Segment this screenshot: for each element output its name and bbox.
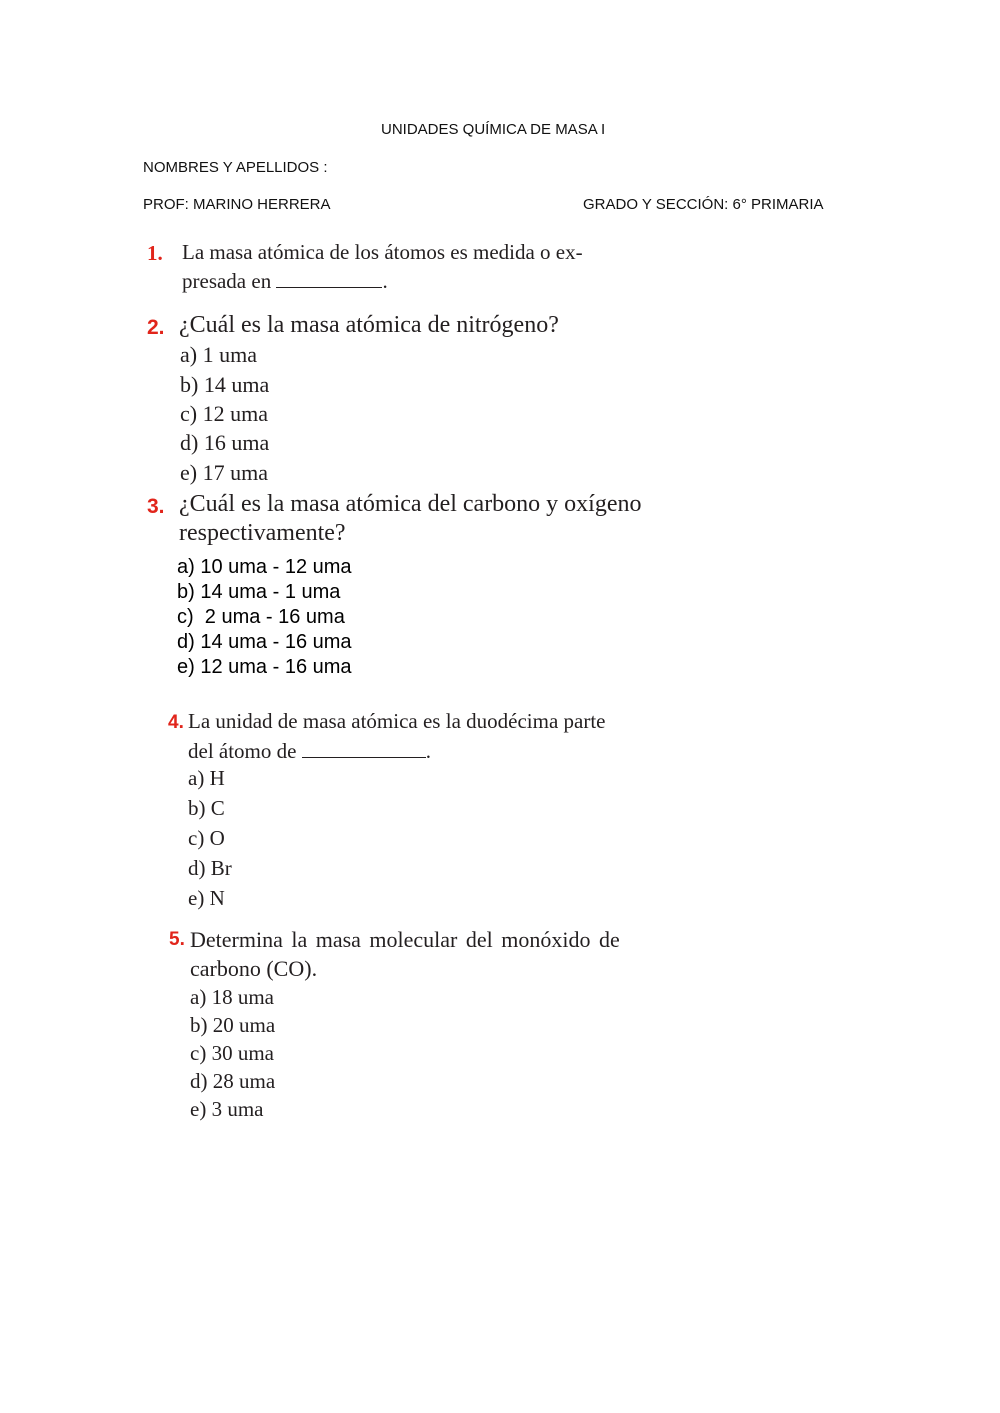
option-a[interactable]: a) 18 uma	[190, 985, 274, 1009]
option-e[interactable]: e) N	[188, 886, 225, 910]
option-d[interactable]: d) 28 uma	[190, 1069, 276, 1093]
option-e[interactable]: e) 3 uma	[190, 1097, 264, 1121]
question-text-cont: carbono (CO).	[190, 956, 318, 981]
option-a[interactable]: a) 1 uma	[180, 342, 257, 367]
question-text: presada en	[182, 269, 272, 293]
option-e[interactable]: e) 17 uma	[180, 460, 268, 485]
question-number: 5.	[169, 929, 185, 950]
grade-section-label: GRADO Y SECCIÓN: 6° PRIMARIA	[583, 196, 824, 213]
option-c[interactable]: c) 2 uma - 16 uma	[177, 606, 345, 628]
option-b[interactable]: b) 14 uma - 1 uma	[177, 581, 341, 603]
option-c[interactable]: c) O	[188, 826, 225, 850]
answer-blank[interactable]	[276, 266, 382, 288]
question-text-cont	[188, 736, 431, 764]
option-b[interactable]: b) 14 uma	[180, 372, 270, 397]
answer-blank[interactable]	[302, 736, 426, 758]
option-a[interactable]: a) H	[188, 766, 225, 790]
teacher-label: PROF: MARINO HERRERA	[143, 196, 331, 213]
option-d[interactable]: d) 16 uma	[180, 430, 270, 455]
names-field-label: NOMBRES Y APELLIDOS :	[143, 159, 328, 176]
question-text-cont	[182, 266, 388, 294]
worksheet-title: UNIDADES QUÍMICA DE MASA I	[381, 121, 606, 138]
question-text-end: .	[425, 739, 431, 763]
question-number: 3.	[147, 495, 165, 518]
question-text: ¿Cuál es la masa atómica del carbono y oxígeno	[179, 491, 642, 517]
question-number: 1.	[147, 241, 163, 265]
option-c[interactable]: c) 12 uma	[180, 401, 268, 426]
question-number: 2.	[147, 316, 165, 339]
question-text: La unidad de masa atómica es la duodécima parte	[188, 709, 606, 733]
option-a[interactable]: a) 10 uma - 12 uma	[177, 556, 352, 578]
option-d[interactable]: d) 14 uma - 16 uma	[177, 631, 352, 653]
question-text-end: .	[382, 269, 388, 293]
option-e[interactable]: e) 12 uma - 16 uma	[177, 656, 352, 678]
question-text: del átomo de	[188, 739, 297, 763]
option-b[interactable]: b) C	[188, 796, 225, 820]
question-text-cont: respectivamente?	[179, 520, 346, 546]
question-text: La masa atómica de los átomos es medida o ex-	[182, 240, 583, 264]
option-b[interactable]: b) 20 uma	[190, 1013, 276, 1037]
question-text: ¿Cuál es la masa atómica de nitrógeno?	[179, 312, 559, 338]
question-number: 4.	[168, 712, 184, 733]
option-d[interactable]: d) Br	[188, 856, 232, 880]
option-c[interactable]: c) 30 uma	[190, 1041, 274, 1065]
question-text: Determina la masa molecular del monóxido de	[190, 927, 620, 952]
